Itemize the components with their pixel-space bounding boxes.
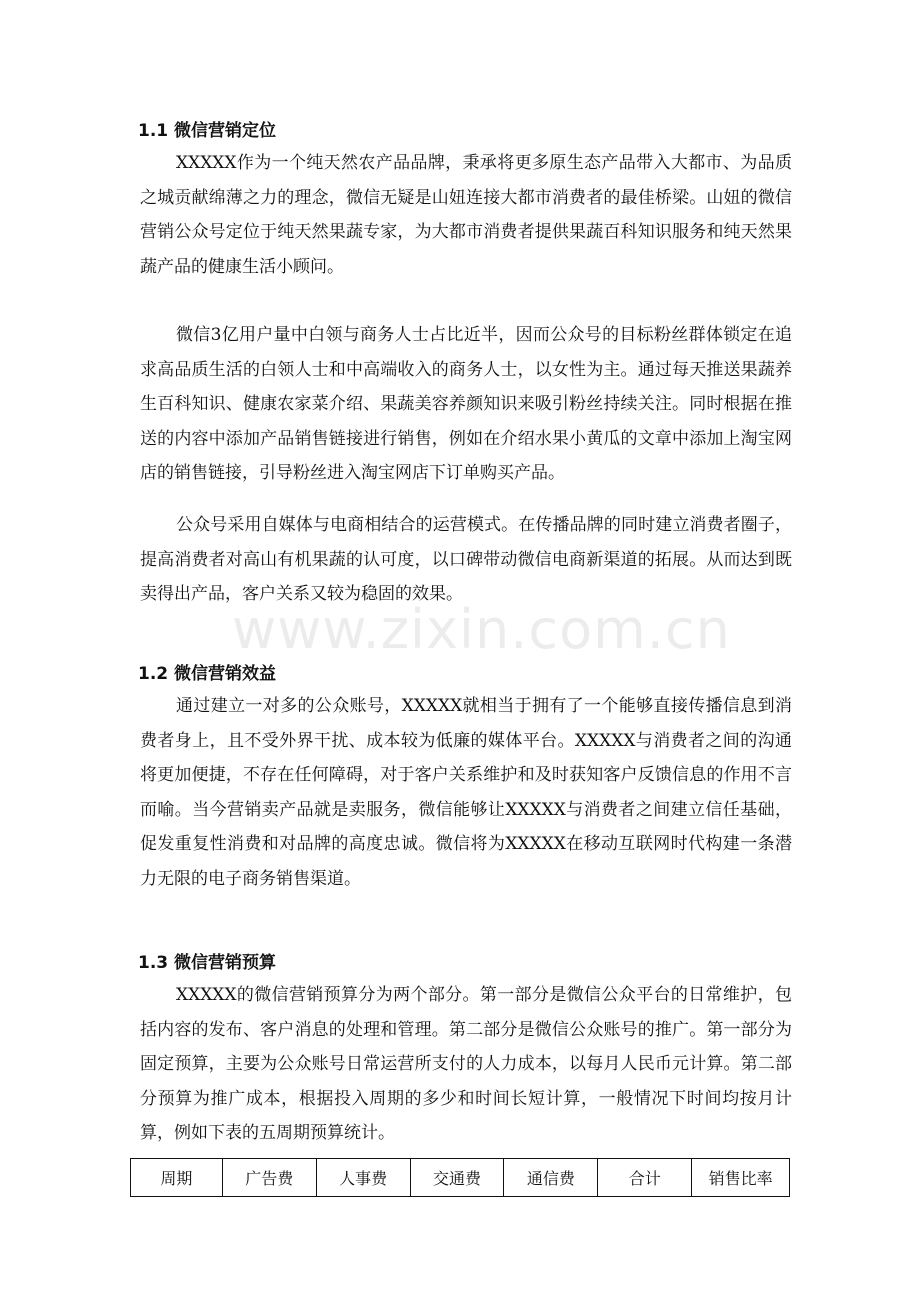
budget-table <box>130 1158 790 1197</box>
section-heading-1-3: 1.3 微信营销预算 <box>138 953 277 973</box>
table-header-cell: 通信费 <box>504 1159 598 1197</box>
paragraph-1-3-a: XXXXX的微信营销预算分为两个部分。第一部分是微信公众平台的日常维护，包括内容的发布、客户消息的处理和管理。第二部分是微信公众账号的推广。第一部分为固定预算，主要为公众账号日常运营所支付的人力成本，以每月人民币元计算。第二部分预算为推广成本，根据投入周期的多少和时间长短计算，一般情况下时间均按月计算，例如下表的五周期预算统计。 <box>140 985 792 1144</box>
section-heading-1-1: 1.1 微信营销定位 <box>138 121 277 141</box>
table-header-cell: 周期 <box>131 1159 223 1197</box>
table-header-cell: 人事费 <box>316 1159 410 1197</box>
table-header-cell: 交通费 <box>410 1159 504 1197</box>
section-heading-1-2: 1.2 微信营销效益 <box>138 664 277 684</box>
paragraph-1-1-b: 微信3亿用户量中白领与商务人士占比近半，因而公众号的目标粉丝群体锁定在追求高品质生活的白领人士和中高端收入的商务人士，以女性为主。通过每天推送果蔬养生百科知识、健康农家菜介绍、果蔬美容养颜知识来吸引粉丝持续关注。同时根据在推送的内容中添加产品销售链接进行销售，例如在介绍水果小黄瓜的文章中添加上淘宝网店的销售链接，引导粉丝进入淘宝网店下订单购买产品。 <box>140 325 792 484</box>
table-header-cell: 合计 <box>598 1159 692 1197</box>
paragraph-1-1-a: XXXXX作为一个纯天然农产品品牌，秉承将更多原生态产品带入大都市、为品质之城贡献绵薄之力的理念，微信无疑是山妞连接大都市消费者的最佳桥梁。山妞的微信营销公众号定位于纯天然果蔬专家，为大都市消费者提供果蔬百科知识服务和纯天然果蔬产品的健康生活小顾问。 <box>140 153 792 277</box>
table-header-cell: 销售比率 <box>692 1159 790 1197</box>
watermark: www.zixin.com.cn <box>232 598 731 661</box>
table-header-cell: 广告费 <box>222 1159 316 1197</box>
paragraph-1-2-a: 通过建立一对多的公众账号，XXXXX就相当于拥有了一个能够直接传播信息到消费者身上，且不受外界干扰、成本较为低廉的媒体平台。XXXXX与消费者之间的沟通将更加便捷，不存在任何障碍，对于客户关系维护和及时获知客户反馈信息的作用不言而喻。当今营销卖产品就是卖服务，微信能够让XXXXX与消费者之间建立信任基础，促发重复性消费和对品牌的高度忠诚。微信将为XXXXX在移动互联网时代构建一条潜力无限的电子商务销售渠道。 <box>140 696 792 889</box>
paragraph-1-1-c: 公众号采用自媒体与电商相结合的运营模式。在传播品牌的同时建立消费者圈子，提高消费者对高山有机果蔬的认可度，以口碑带动微信电商新渠道的拓展。从而达到既卖得出产品，客户关系又较为稳固的效果。 <box>140 515 792 605</box>
table-header-row <box>131 1159 790 1197</box>
